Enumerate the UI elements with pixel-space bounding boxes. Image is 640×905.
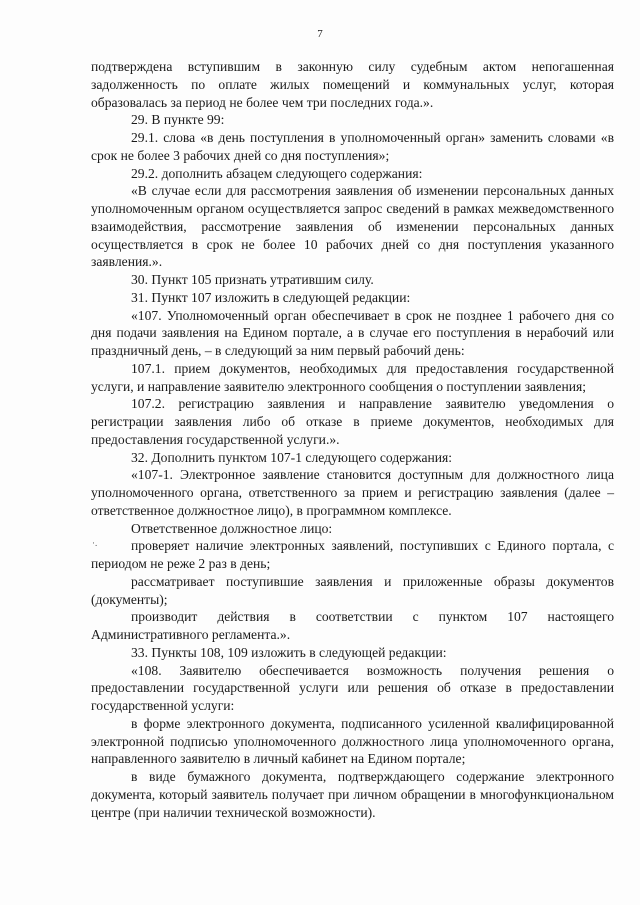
paragraph: 30. Пункт 105 признать утратившим силу. (131, 272, 374, 287)
scan-speck: ·. (92, 538, 98, 548)
paragraph: Ответственное должностное лицо: (131, 520, 333, 536)
paragraph: 33. Пункты 108, 109 изложить в следующей редакции: (131, 644, 447, 660)
paragraph: 107.2. регистрацию заявления и направление заявителю уведомления о регистрации заявления либо об отказе в приеме документов, необходимых для предоставления государственной услуги.». (91, 396, 614, 447)
document-body (91, 58, 614, 821)
paragraph: 29. В пункте 99: (131, 112, 225, 128)
paragraph: 29.1. слова «в день поступления в уполномоченный орган» заменить словами «в срок не более 3 рабочих дней со дня поступления»; (91, 130, 614, 163)
paragraph: в форме электронного документа, подписанного усиленной квалифицированной электронной подписью уполномоченного должностного лица уполномоченного органа, направленного заявителю в личный кабинет на Едином портале; (91, 715, 614, 767)
page-number: 7 (317, 28, 323, 40)
paragraph: проверяет наличие электронных заявлений, поступивших с Единого портала, с периодом не реже 2 раз в день; (91, 538, 614, 571)
paragraph: подтверждена вступившим в законную силу судебным актом непогашенная задолженность по оплате жилых помещений и коммунальных услуг, которая образовалась за период не более чем три последних года.». (91, 59, 614, 110)
paragraph: 29.2. дополнить абзацем следующего содержания: (131, 165, 423, 181)
paragraph: 31. Пункт 107 изложить в следующей редакции: (131, 289, 411, 305)
paragraph: «108. Заявителю обеспечивается возможность получения решения о предоставлении государственной услуги или решения об отказе в предоставлении государственной услуги: (91, 662, 614, 713)
paragraph: «В случае если для рассмотрения заявления об изменении персональных данных уполномоченным органом осуществляется запрос сведений в рамках межведомственного взаимодействия, рассмотрение заявления об изменении персональных данных осуществляется в срок не более 10 рабочих дней со дня поступления указанного заявления.». (91, 183, 614, 270)
paragraph: «107. Уполномоченный орган обеспечивает в срок не позднее 1 рабочего дня со дня подачи заявления на Едином портале, а в случае его поступления в нерабочий или праздничный день, – в следующий за ним первый рабочий день: (91, 307, 614, 358)
paragraph: рассматривает поступившие заявления и приложенные образы документов (документы); (91, 573, 614, 607)
paragraph: производит действия в соответствии с пунктом 107 настоящего Административного регламента.». (91, 609, 614, 642)
paragraph: 32. Дополнить пунктом 107-1 следующего содержания: (131, 449, 453, 465)
paragraph: 107.1. прием документов, необходимых для предоставления государственной услуги, и направление заявителю электронного сообщения о поступлении заявления; (91, 360, 614, 394)
paragraph: в виде бумажного документа, подтверждающего содержание электронного документа, который заявитель получает при личном обращении в многофункциональном центре (при наличии технической возможности). (91, 769, 614, 820)
paragraph: «107-1. Электронное заявление становится доступным для должностного лица уполномоченного органа, ответственного за прием и регистрацию заявления (далее – ответственное должностное лицо), в программном комплексе. (91, 467, 614, 518)
